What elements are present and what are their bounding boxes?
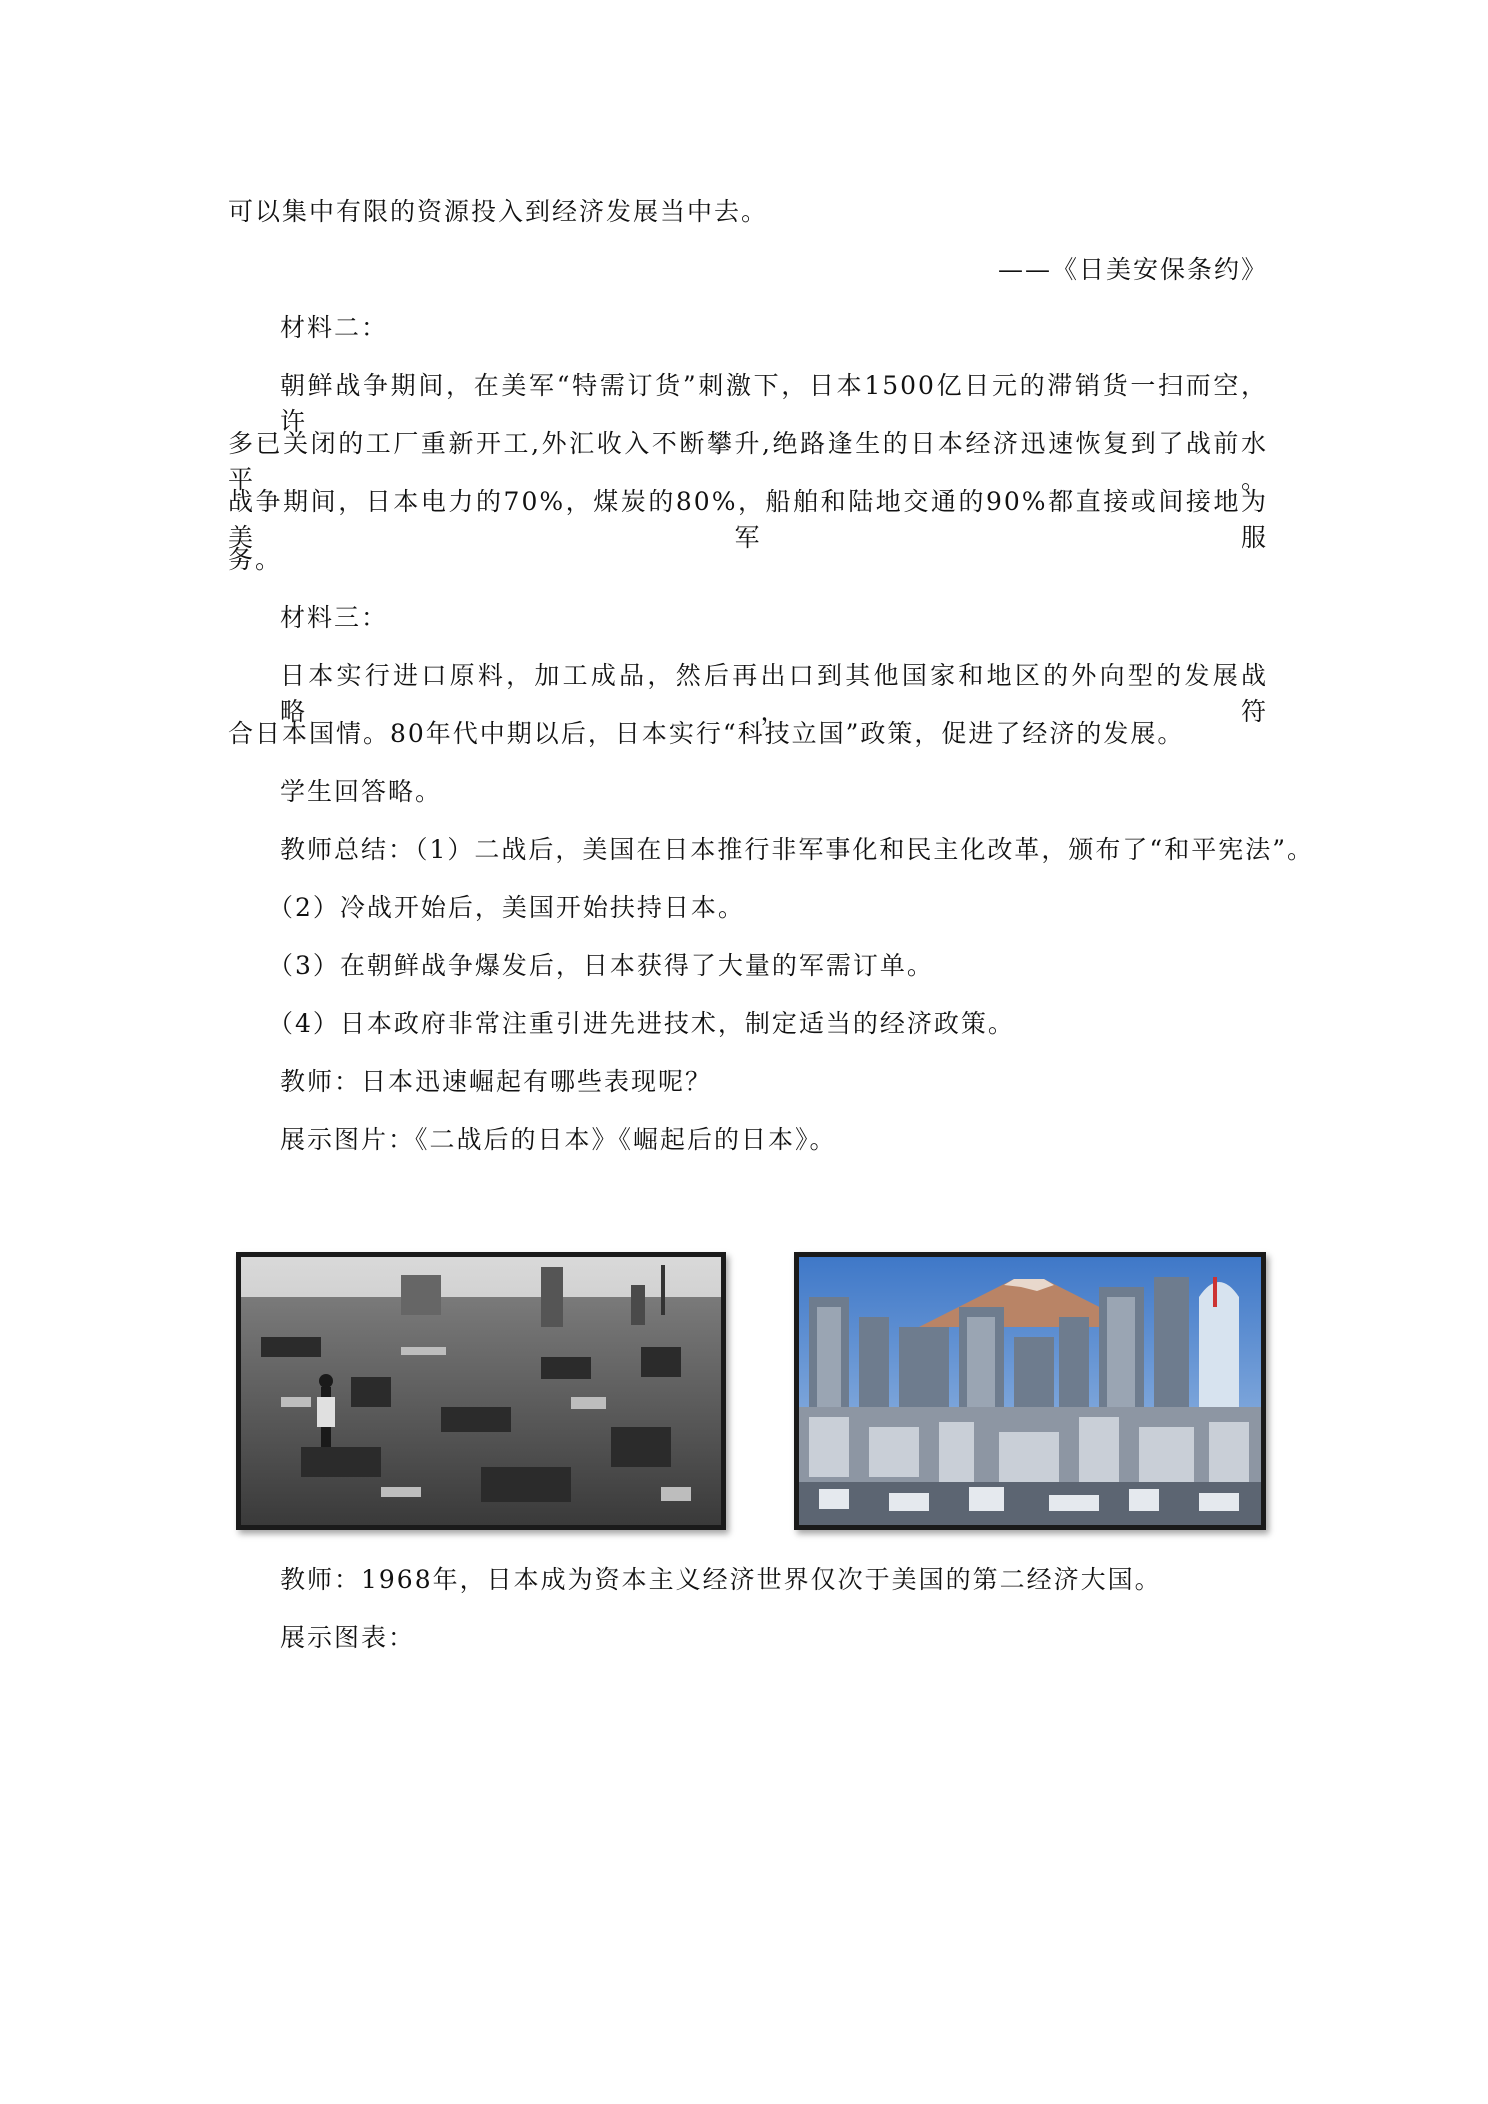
list-item: （4）日本政府非常注重引进先进技术，制定适当的经济政策。 (268, 1009, 1015, 1038)
list-item: （2）冷战开始后，美国开始扶持日本。 (268, 893, 745, 922)
text-line: 学生回答略。 (280, 777, 443, 806)
section-heading: 材料三： (280, 603, 389, 632)
text-line: 朝鲜战争期间，在美军“特需订货”刺激下，日本1500亿日元的滞销货一扫而空，许 (280, 371, 1268, 436)
text-line: 多已关闭的工厂重新开工,外汇收入不断攀升,绝路逢生的日本经济迅速恢复到了战前水平。 (228, 429, 1268, 494)
text-line: 教师：日本迅速崛起有哪些表现呢？ (280, 1067, 713, 1096)
text-line: 展示图表： (280, 1623, 416, 1652)
text-line: 战争期间，日本电力的70%，煤炭的80%，船舶和陆地交通的90%都直接或间接地为美军服 (228, 487, 1268, 552)
text-line: 可以集中有限的资源投入到经济发展当中去。 (228, 197, 769, 226)
list-item: （3）在朝鲜战争爆发后，日本获得了大量的军需订单。 (268, 951, 934, 980)
text-line: 展示图片：《二战后的日本》《崛起后的日本》。 (280, 1125, 837, 1154)
section-heading: 材料二： (280, 313, 389, 342)
text-line: 教师总结：（1）二战后，美国在日本推行非军事化和民主化改革，颁布了“和平宪法”。 (280, 835, 1314, 864)
text-line: 日本实行进口原料，加工成品，然后再出口到其他国家和地区的外向型的发展战略，符 (280, 661, 1268, 726)
citation-line: ——《日美安保条约》 (997, 255, 1268, 284)
text-line: 务。 (228, 545, 283, 574)
text-line: 合日本国情。80年代中期以后，日本实行“科技立国”政策，促进了经济的发展。 (228, 719, 1185, 748)
tokyo-skyline-photo (794, 1252, 1266, 1530)
text-line: 教师：1968年，日本成为资本主义经济世界仅次于美国的第二经济大国。 (280, 1565, 1162, 1594)
postwar-ruins-photo (236, 1252, 726, 1530)
